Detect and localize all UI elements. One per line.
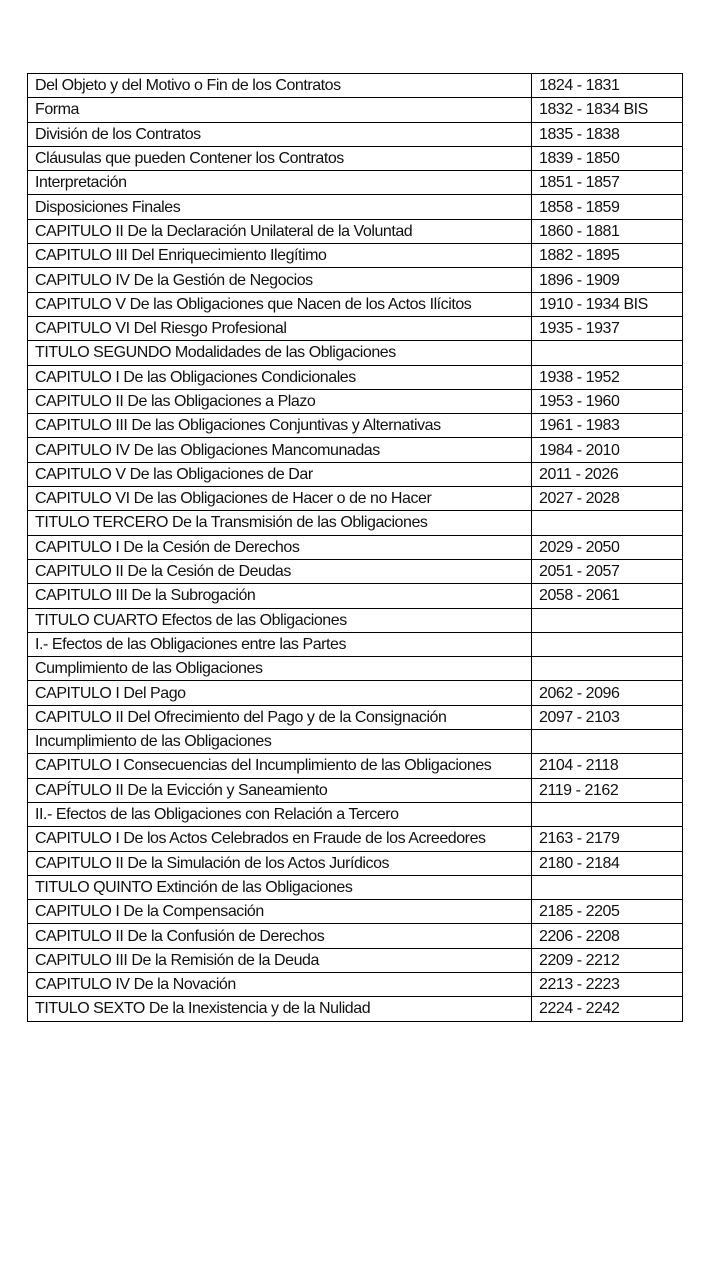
section-title-cell: CAPITULO VI De las Obligaciones de Hacer o de no Hacer: [28, 487, 532, 511]
section-title-cell: TITULO QUINTO Extinción de las Obligaciones: [28, 875, 532, 899]
section-title-cell: CAPITULO II De la Cesión de Deudas: [28, 559, 532, 583]
section-title-cell: CAPITULO I De los Actos Celebrados en Fraude de los Acreedores: [28, 827, 532, 851]
table-row: [28, 900, 683, 924]
section-title-cell: CAPITULO V De las Obligaciones de Dar: [28, 462, 532, 486]
table-row: [28, 924, 683, 948]
articles-index-body: [28, 74, 683, 1022]
articles-index-table: [27, 73, 683, 1022]
table-row: [28, 802, 683, 826]
table-row: [28, 584, 683, 608]
table-row: [28, 754, 683, 778]
section-title-cell: Forma: [28, 98, 532, 122]
article-range-cell: 1832 - 1834 BIS: [532, 98, 683, 122]
section-title-cell: CAPITULO II De la Simulación de los Actos Jurídicos: [28, 851, 532, 875]
article-range-cell: 2062 - 2096: [532, 681, 683, 705]
article-range-cell: 2213 - 2223: [532, 972, 683, 996]
table-row: [28, 875, 683, 899]
table-row: [28, 365, 683, 389]
section-title-cell: CAPITULO IV De la Gestión de Negocios: [28, 268, 532, 292]
table-row: [28, 292, 683, 316]
table-row: [28, 972, 683, 996]
article-range-cell: [532, 341, 683, 365]
section-title-cell: Del Objeto y del Motivo o Fin de los Contratos: [28, 74, 532, 98]
section-title-cell: II.- Efectos de las Obligaciones con Relación a Tercero: [28, 802, 532, 826]
section-title-cell: TITULO CUARTO Efectos de las Obligaciones: [28, 608, 532, 632]
article-range-cell: 1858 - 1859: [532, 195, 683, 219]
article-range-cell: [532, 730, 683, 754]
table-row: [28, 487, 683, 511]
section-title-cell: Interpretación: [28, 171, 532, 195]
table-row: [28, 681, 683, 705]
table-row: [28, 389, 683, 413]
table-row: [28, 244, 683, 268]
section-title-cell: CAPITULO V De las Obligaciones que Nacen de los Actos Ilícitos: [28, 292, 532, 316]
article-range-cell: 2224 - 2242: [532, 997, 683, 1021]
article-range-cell: 2206 - 2208: [532, 924, 683, 948]
article-range-cell: 1835 - 1838: [532, 122, 683, 146]
article-range-cell: [532, 511, 683, 535]
article-range-cell: 1860 - 1881: [532, 219, 683, 243]
article-range-cell: 2029 - 2050: [532, 535, 683, 559]
section-title-cell: División de los Contratos: [28, 122, 532, 146]
table-row: [28, 705, 683, 729]
section-title-cell: CAPITULO I Consecuencias del Incumplimiento de las Obligaciones: [28, 754, 532, 778]
article-range-cell: 1896 - 1909: [532, 268, 683, 292]
section-title-cell: Cumplimiento de las Obligaciones: [28, 657, 532, 681]
article-range-cell: 1938 - 1952: [532, 365, 683, 389]
table-row: [28, 559, 683, 583]
section-title-cell: CAPITULO II De las Obligaciones a Plazo: [28, 389, 532, 413]
article-range-cell: 1953 - 1960: [532, 389, 683, 413]
table-row: [28, 146, 683, 170]
section-title-cell: CAPITULO II De la Confusión de Derechos: [28, 924, 532, 948]
table-row: [28, 948, 683, 972]
section-title-cell: Disposiciones Finales: [28, 195, 532, 219]
article-range-cell: 2209 - 2212: [532, 948, 683, 972]
article-range-cell: 1935 - 1937: [532, 316, 683, 340]
table-row: [28, 851, 683, 875]
table-row: [28, 171, 683, 195]
article-range-cell: [532, 657, 683, 681]
article-range-cell: 1851 - 1857: [532, 171, 683, 195]
section-title-cell: I.- Efectos de las Obligaciones entre las Partes: [28, 632, 532, 656]
article-range-cell: 1824 - 1831: [532, 74, 683, 98]
section-title-cell: CAPITULO I De la Cesión de Derechos: [28, 535, 532, 559]
article-range-cell: [532, 802, 683, 826]
article-range-cell: 1839 - 1850: [532, 146, 683, 170]
section-title-cell: TITULO SEGUNDO Modalidades de las Obligaciones: [28, 341, 532, 365]
table-row: [28, 414, 683, 438]
table-row: [28, 122, 683, 146]
section-title-cell: CAPITULO IV De las Obligaciones Mancomunadas: [28, 438, 532, 462]
article-range-cell: 2058 - 2061: [532, 584, 683, 608]
table-row: [28, 827, 683, 851]
article-range-cell: 2119 - 2162: [532, 778, 683, 802]
article-range-cell: 2185 - 2205: [532, 900, 683, 924]
article-range-cell: 2097 - 2103: [532, 705, 683, 729]
table-row: [28, 997, 683, 1021]
article-range-cell: 2180 - 2184: [532, 851, 683, 875]
section-title-cell: CAPITULO I De las Obligaciones Condicionales: [28, 365, 532, 389]
table-row: [28, 316, 683, 340]
section-title-cell: CAPITULO III De la Subrogación: [28, 584, 532, 608]
section-title-cell: CAPITULO IV De la Novación: [28, 972, 532, 996]
table-row: [28, 730, 683, 754]
table-row: [28, 462, 683, 486]
article-range-cell: [532, 875, 683, 899]
article-range-cell: 1882 - 1895: [532, 244, 683, 268]
table-row: [28, 195, 683, 219]
article-range-cell: 1961 - 1983: [532, 414, 683, 438]
section-title-cell: CAPITULO I De la Compensación: [28, 900, 532, 924]
table-row: [28, 74, 683, 98]
table-row: [28, 608, 683, 632]
table-row: [28, 778, 683, 802]
article-range-cell: 2104 - 2118: [532, 754, 683, 778]
section-title-cell: CAPITULO III De las Obligaciones Conjuntivas y Alternativas: [28, 414, 532, 438]
table-row: [28, 438, 683, 462]
section-title-cell: TITULO TERCERO De la Transmisión de las Obligaciones: [28, 511, 532, 535]
section-title-cell: CAPITULO VI Del Riesgo Profesional: [28, 316, 532, 340]
article-range-cell: [532, 608, 683, 632]
table-row: [28, 632, 683, 656]
section-title-cell: CAPITULO III De la Remisión de la Deuda: [28, 948, 532, 972]
table-row: [28, 219, 683, 243]
article-range-cell: 1984 - 2010: [532, 438, 683, 462]
section-title-cell: CAPÍTULO II De la Evicción y Saneamiento: [28, 778, 532, 802]
section-title-cell: Cláusulas que pueden Contener los Contratos: [28, 146, 532, 170]
table-row: [28, 268, 683, 292]
section-title-cell: CAPITULO II De la Declaración Unilateral de la Voluntad: [28, 219, 532, 243]
section-title-cell: CAPITULO II Del Ofrecimiento del Pago y de la Consignación: [28, 705, 532, 729]
article-range-cell: 2027 - 2028: [532, 487, 683, 511]
table-row: [28, 657, 683, 681]
table-row: [28, 511, 683, 535]
article-range-cell: 1910 - 1934 BIS: [532, 292, 683, 316]
section-title-cell: CAPITULO III Del Enriquecimiento Ilegítimo: [28, 244, 532, 268]
section-title-cell: TITULO SEXTO De la Inexistencia y de la Nulidad: [28, 997, 532, 1021]
table-row: [28, 341, 683, 365]
article-range-cell: 2163 - 2179: [532, 827, 683, 851]
table-row: [28, 98, 683, 122]
section-title-cell: Incumplimiento de las Obligaciones: [28, 730, 532, 754]
section-title-cell: CAPITULO I Del Pago: [28, 681, 532, 705]
table-row: [28, 535, 683, 559]
article-range-cell: 2011 - 2026: [532, 462, 683, 486]
article-range-cell: 2051 - 2057: [532, 559, 683, 583]
article-range-cell: [532, 632, 683, 656]
